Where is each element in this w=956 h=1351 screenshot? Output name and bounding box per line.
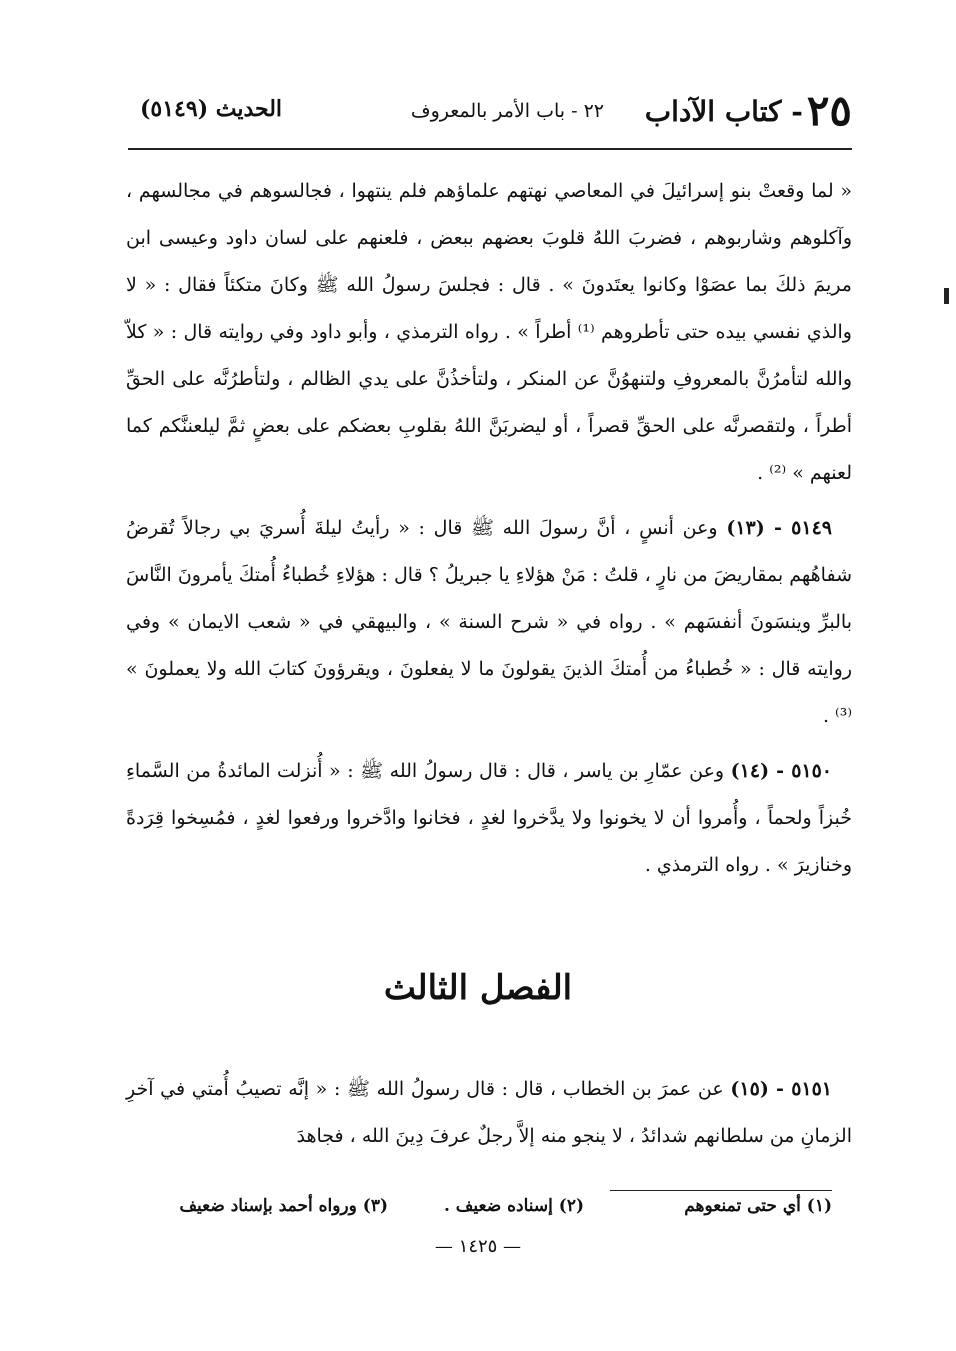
section-text xyxy=(126,1066,852,1160)
hadith-5150 xyxy=(126,748,852,889)
page-header xyxy=(128,86,852,150)
hadith-number: ٥١٥١ - (١٥) xyxy=(730,1078,833,1100)
footnote-divider xyxy=(610,1190,832,1191)
hadith-number: ٥١٤٩ - (١٣) xyxy=(726,517,832,539)
footnote-3: (٣) ورواه أحمد بإسناد ضعيف xyxy=(179,1196,388,1216)
main-text xyxy=(126,168,852,897)
chapter-title: ٢٢ - باب الأمر بالمعروف xyxy=(410,100,604,122)
hadith-5149 xyxy=(126,505,852,740)
book-number: ٢٥ xyxy=(806,86,852,135)
paragraph-text: وعن أنسٍ ، أنَّ رسولَ الله ﷺ قال : « رأيتُ ليلةَ أُسريَ بي رجالاً تُقرضُ شفاهُهم بمقاريضَ من نارٍ ، قلتُ : مَنْ هؤلاءِ يا جبريلُ ؟ قال : هؤلاءِ خُطباءُ أُمتكَ يأمرونَ النَّاسَ بالبرِّ وينسَونَ أنفسَهم » . رواه في « شرح السنة » ، والبيهقي في « شعب الايمان » وفي روايته قال : « خُطباءُ من أُمتكَ الذينَ يقولونَ ما لا يفعلونَ ، ويقرؤونَ كتابَ الله ولا يعملونَ » ⁽³⁾ . xyxy=(126,517,852,727)
margin-mark xyxy=(944,288,949,304)
paragraph-continuation xyxy=(126,168,852,497)
footnote-2: (٢) إسناده ضعيف . xyxy=(443,1196,584,1216)
book-title-text: - كتاب الآداب xyxy=(644,95,803,128)
hadith-range: الحديث (٥١٤٩) xyxy=(140,96,283,122)
page-number: — ١٤٢٥ — xyxy=(434,1236,522,1257)
hadith-number: ٥١٥٠ - (١٤) xyxy=(730,760,833,782)
paragraph-text: عن عمرَ بن الخطاب ، قال : قال رسولُ الله ﷺ : « إنَّه تصيبُ أُمتي في آخرِ الزمانِ من سلطانهم شدائدُ ، لا ينجو منه إلاَّ رجلٌ عرفَ دِينَ الله ، فجاهدَ xyxy=(126,1078,852,1147)
section-title: الفصل الثالث xyxy=(383,968,573,1008)
hadith-5151 xyxy=(126,1066,852,1160)
footnote-1: (١) أي حتى تمنعوهم xyxy=(684,1196,832,1216)
paragraph-text: « لما وقعتْ بنو إسرائيلَ في المعاصي نهتهم علماؤهم فلم ينتهوا ، فجالسوهم في مجالسهم ، وآكلوهم وشاربوهم ، فضربَ اللهُ قلوبَ بعضهم ببعض ، فلعنهم على لسان داود وعيسى ابن مريمَ ذلكَ بما عصَوْا وكانوا يعتَدونَ » . قال : فجلسَ رسولُ الله ﷺ وكانَ متكئاً فقال : « لا والذي نفسي بيده حتى تأطروهم ⁽¹⁾ أطراً » . رواه الترمذي ، وأبو داود وفي روايته قال : « كلاّ والله لتأمرُنَّ بالمعروفِ ولتنهوُنَّ عن المنكر ، ولتأخذُنَّ على يدي الظالم ، ولتأطرُنَّه على الحقِّ أطراً ، ولتقصرنَّه على الحقِّ قصراً ، أو ليضربَنَّ اللهُ بقلوبِ بعضكم على بعضٍ ثمَّ ليلعننَّكم كما لعنهم » ⁽²⁾ . xyxy=(126,180,852,484)
paragraph-text: وعن عمّارِ بن ياسر ، قال : قال رسولُ الله ﷺ : « أُنزلت المائدةُ من السَّماءِ خُبزاً ولحماً ، وأُمروا أن لا يخونوا ولا يدَّخروا لغدٍ ، فخانوا وادَّخروا ورفعوا لغدٍ ، فمُسِخوا قِرَدةً وخنازيرَ » . رواه الترمذي . xyxy=(126,760,852,876)
book-title xyxy=(645,86,852,135)
